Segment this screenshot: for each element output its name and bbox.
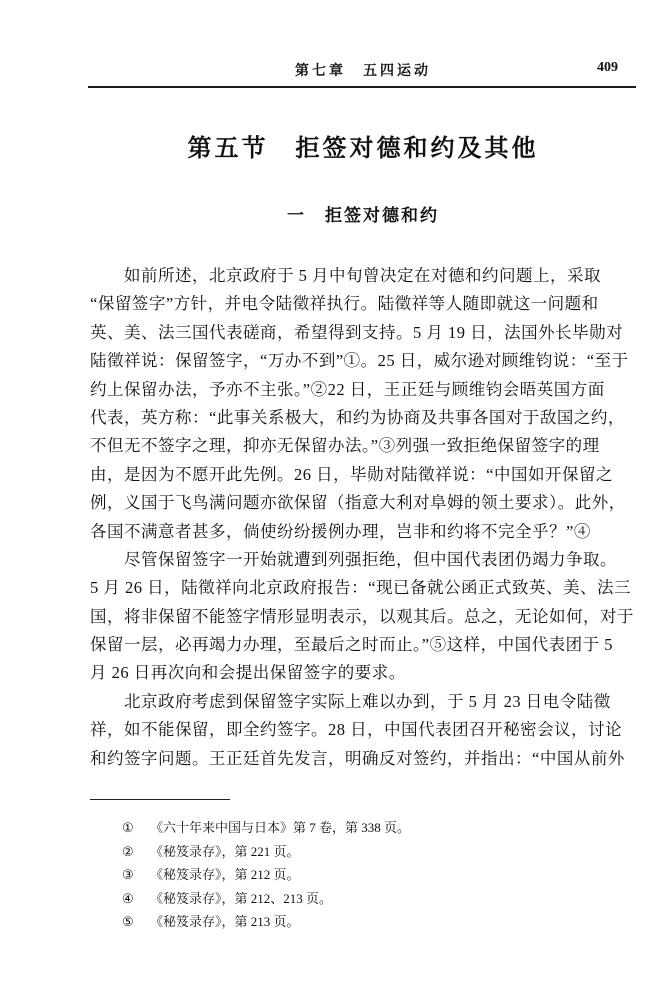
text-line: 各国不满意者甚多，倘使纷纷援例办理，岂非和约将不完全乎？”④ bbox=[90, 521, 591, 541]
footnote-item bbox=[122, 887, 636, 911]
text-line: 陆徵祥说：保留签字，“万办不到”①。25 日，威尔逊对顾维钧说：“至于 bbox=[90, 351, 629, 371]
body-text bbox=[90, 262, 636, 773]
footnote-text: 《秘笈录存》，第 221 页。 bbox=[150, 843, 300, 859]
footnote-item bbox=[122, 816, 636, 840]
page-number: 409 bbox=[597, 60, 618, 75]
text-line: 由，是因为不愿开此先例。26 日，毕勋对陆徵祥说：“中国如开保留之 bbox=[90, 464, 613, 484]
footnote-marker: ③ bbox=[122, 867, 134, 883]
footnote-item bbox=[122, 910, 636, 934]
footnote-divider bbox=[90, 799, 230, 800]
text-line: 5 月 26 日，陆徵祥向北京政府报告：“现已备就公函正式致英、美、法三 bbox=[90, 578, 631, 598]
header-rule bbox=[88, 86, 636, 88]
text-line: 和约签字问题。王正廷首先发言，明确反对签约，并指出：“中国从前外 bbox=[90, 748, 625, 768]
footnote-marker: ① bbox=[122, 820, 134, 836]
text-line: 如前所述，北京政府于 5 月中旬曾决定在对德和约问题上，采取 bbox=[124, 266, 601, 285]
section-title: 第五节 拒签对德和约及其他 bbox=[187, 135, 539, 162]
text-line: 尽管保留签字一开始就遭到列强拒绝，但中国代表团仍竭力争取。 bbox=[124, 549, 617, 569]
text-line: 约上保留办法，予亦不主张。”②22 日，王正廷与顾维钧会晤英国方面 bbox=[90, 379, 605, 399]
footnote-marker: ④ bbox=[122, 890, 134, 906]
footnote-text: 《秘笈录存》，第 213 页。 bbox=[150, 914, 300, 930]
chapter-title: 第七章 五四运动 bbox=[295, 62, 431, 78]
text-line: “保留签字”方针，并电令陆徵祥执行。陆徵祥等人随即就这一问题和 bbox=[90, 294, 599, 314]
text-line: 保留一层，必再竭力办理，至最后之时而止。”⑤这样，中国代表团于 5 bbox=[90, 635, 613, 655]
footnote-text: 《六十年来中国与日本》第 7 卷，第 338 页。 bbox=[150, 820, 411, 836]
subsection-title: 一 拒签对德和约 bbox=[287, 206, 439, 225]
footnote-item bbox=[122, 863, 636, 887]
text-line: 北京政府考虑到保留签字实际上难以办到，于 5 月 23 日电令陆徵 bbox=[124, 691, 611, 711]
running-header bbox=[90, 0, 636, 88]
footnote-marker: ⑤ bbox=[122, 914, 134, 930]
footnote-marker: ② bbox=[122, 843, 134, 859]
text-line: 祥，如不能保留，即全约签字。28 日，中国代表团召开秘密会议，讨论 bbox=[90, 720, 623, 740]
text-line: 国，将非保留不能签字情形显明表示，以观其后。总之，无论如何，对于 bbox=[90, 606, 634, 626]
footnote-item bbox=[122, 840, 636, 864]
footnote-text: 《秘笈录存》，第 212、213 页。 bbox=[150, 890, 333, 906]
page-content bbox=[90, 0, 636, 934]
footnote-text: 《秘笈录存》，第 212 页。 bbox=[150, 867, 300, 883]
text-line: 月 26 日再次向和会提出保留签字的要求。 bbox=[90, 663, 406, 683]
footnotes bbox=[90, 816, 636, 934]
text-line: 代表，英方称：“此事关系极大，和约为协商及共事各国对于敌国之约， bbox=[90, 407, 625, 427]
text-line: 不但无不签字之理，抑亦无保留办法。”③列强一致拒绝保留签字的理 bbox=[90, 436, 600, 456]
text-line: 英、美、法三国代表磋商，希望得到支持。5 月 19 日，法国外长毕勋对 bbox=[90, 322, 624, 342]
text-line: 例，义国于飞鸟满问题亦欲保留（指意大利对阜姆的领土要求）。此外， bbox=[90, 493, 626, 513]
